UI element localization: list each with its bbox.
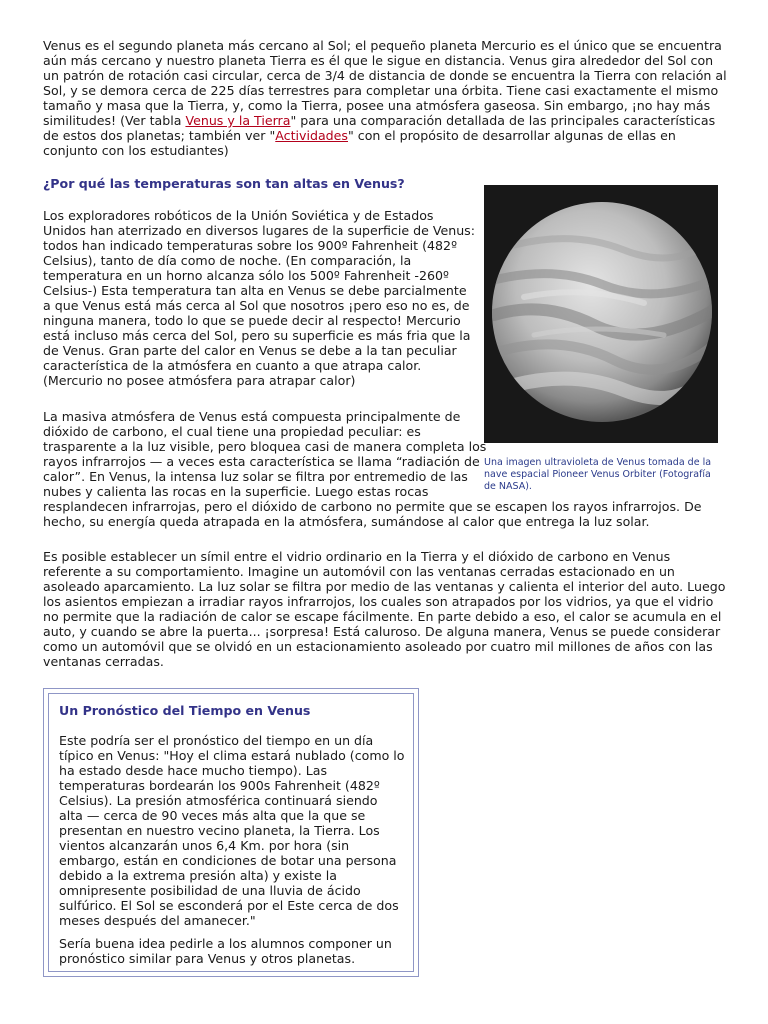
venus-ultraviolet-image — [484, 185, 718, 443]
paragraph-greenhouse-car: Es posible establecer un símil entre el vidrio ordinario en la Tierra y el dióxido de carbono en Venus referente a su comportamiento. Imagine un automóvil con las ventanas cerradas estacionado en un asoleado aparcamiento. La luz solar se filtra por medio de las ventanas y calienta el interior del auto. Luego los asientos empiezan a irradiar rayos infrarrojos, los cuales son atrapados por los vidrios, ya que el vidrio no permite que la radiación de calor se escape fácilmente. En parte debido a eso, el calor se acumula en el auto, y cuando se abre la puerta... ¡sorpresa! Está caluroso. De alguna manera, Venus se puede considerar como un automóvil que se olvidó en un estacionamiento asoleado por cuatro mil millones de años con las ventanas cerradas. — [43, 549, 726, 669]
venus-y-la-tierra-link[interactable]: Venus y la Tierra — [185, 113, 291, 128]
weather-forecast-suggestion: Sería buena idea pedirle a los alumnos componer un pronóstico similar para Venus y otros planetas. — [59, 936, 392, 966]
section-heading-temperatures: ¿Por qué las temperaturas son tan altas en Venus? — [43, 176, 405, 191]
atmosphere-line: resplandecen infrarrojas, pero el dióxido de carbono no permite que se escapen los rayos infrarrojos. De — [43, 499, 702, 514]
weather-forecast-box-inner — [48, 693, 414, 972]
paragraph-atmosphere — [43, 409, 727, 529]
atmosphere-line: calor”. En Venus, la intensa luz solar se filtra por entremedio de las — [43, 469, 468, 484]
intro-paragraph — [43, 38, 727, 158]
atmosphere-line: hecho, su energía queda atrapada en la atmósfera, sumándose al calor que entrega la luz solar. — [43, 514, 650, 529]
atmosphere-line: dióxido de carbono, el cual tiene una propiedad peculiar: es — [43, 424, 421, 439]
atmosphere-line: rayos infrarrojos — a veces esta característica se llama “radiación de — [43, 454, 480, 469]
weather-forecast-box — [43, 688, 419, 977]
venus-image-caption: Una imagen ultravioleta de Venus tomada de la nave espacial Pioneer Venus Orbiter (Fotografía de NASA). — [484, 457, 712, 492]
atmosphere-line: trasparente a la luz visible, pero bloquea casi de manera completa los — [43, 439, 487, 454]
atmosphere-line: La masiva atmósfera de Venus está compuesta principalmente de — [43, 409, 461, 424]
actividades-link[interactable]: Actividades — [275, 128, 348, 143]
intro-text-1: Venus es el segundo planeta más cercano al Sol; el pequeño planeta Mercurio es el único que se encuentra aún más cercano y nuestro planeta Tierra es él que le sigue en distancia. Venus gira alrededor del Sol con un patrón de rotación casi circular, cerca de 3/4 de distancia de donde se encuentra la Tierra con relación al Sol, y se demora cerca de 225 días terrestres para completar una órbita. Tiene casi exactamente el mismo tamaño y masa que la Tierra, y, como la Tierra, posee una atmósfera gaseosa. Sin embargo, ¡no hay más similitudes! (Ver tabla — [43, 38, 727, 128]
weather-forecast-title: Un Pronóstico del Tiempo en Venus — [59, 703, 311, 718]
weather-forecast-text: Este podría ser el pronóstico del tiempo en un día típico en Venus: "Hoy el clima estará nublado (como lo ha estado desde hace mucho tiempo). Las temperaturas bordearán los 900s Fahrenheit (482º Celsius). La presión atmosférica continuará siendo alta — cerca de 90 veces más alta que la que se presentan en nuestro vecino planeta, la Tierra. Los vientos alcanzarán unos 6,4 Km. por hora (sin embargo, están en condiciones de botar una persona debido a la extrema presión alta) y existe la omnipresente posibilidad de una lluvia de ácido sulfúrico. El Sol se esconderá por el Este cerca de dos meses después del amanecer." — [59, 733, 405, 928]
paragraph-explorers: Los exploradores robóticos de la Unión Soviética y de Estados Unidos han aterrizado en diversos lugares de la superficie de Venus: todos han indicado temperaturas sobre los 900º Fahrenheit (482º Celsius), tanto de día como de noche. (En comparación, la temperatura en un horno alcanza sólo los 500º Fahrenheit -260º Celsius-) Esta temperatura tan alta en Venus se debe parcialmente a que Venus está más cerca al Sol que nosotros ¡pero eso no es, de ninguna manera, todo lo que se puede decir al respecto! Mercurio está incluso más cerca del Sol, pero su superficie es más fria que la de Venus. Gran parte del calor en Venus se debe a la tan peculiar característica de la atmósfera en cuanto a que atrapa calor. (Mercurio no posee atmósfera para atrapar calor) — [43, 208, 475, 388]
intro-text-2: " para una comparación detallada de las principales características de estos dos planetas; también ver " — [43, 113, 716, 143]
intro-text-3: " con el propósito de desarrollar algunas de ellas en conjunto con los estudiantes) — [43, 128, 676, 158]
atmosphere-line: nubes y calienta las rocas en la superficie. Luego estas rocas — [43, 484, 429, 499]
